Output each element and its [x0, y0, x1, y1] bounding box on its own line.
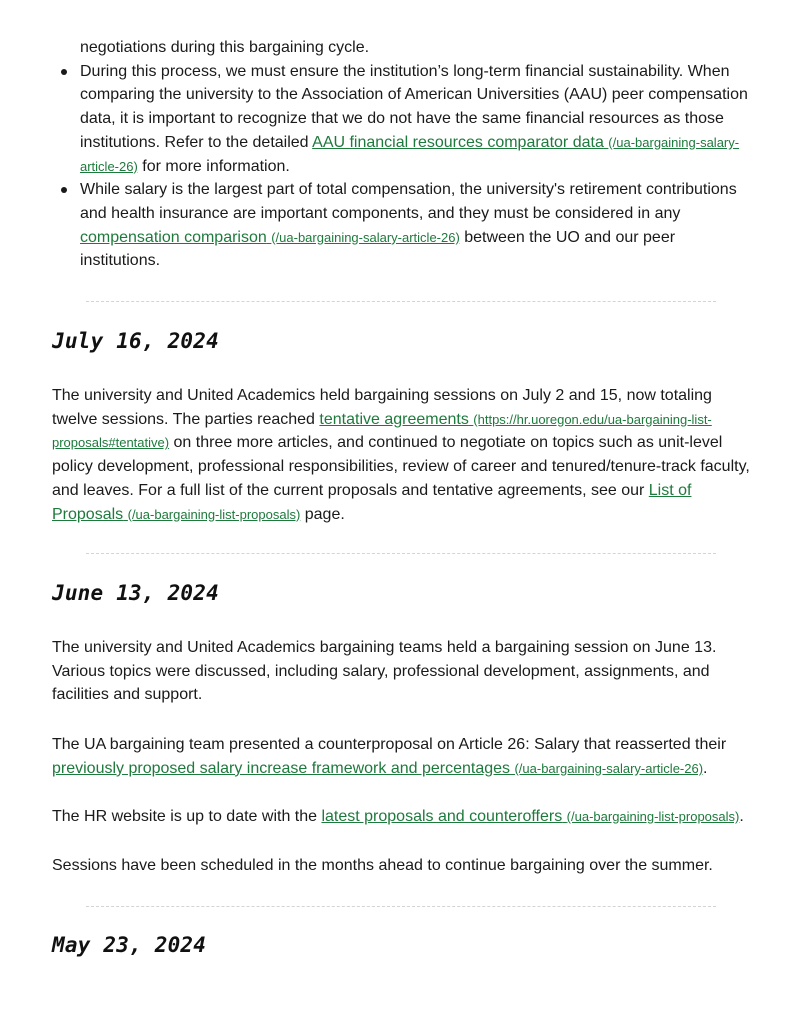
update-date-july-16: July 16, 2024 — [52, 329, 219, 353]
bullet-continuation: negotiations during this bargaining cycle. — [80, 39, 370, 56]
update-june-13-para-1: The university and United Academics bargaining teams held a bargaining session on June 13. Various topics were discussed, including salary, professional development, assignments, and facilities and support. — [52, 639, 717, 704]
aau-comparator-data-link[interactable]: AAU financial resources comparator data (/ua-bargaining-salary-article-26) — [80, 133, 740, 174]
section-divider — [86, 906, 716, 907]
update-date-june-13: June 13, 2024 — [52, 581, 219, 605]
tentative-agreements-link[interactable]: tentative agreements (https://hr.uoregon.edu/ua-bargaining-list-proposals#tentative) — [52, 410, 712, 451]
update-june-13-para-3: The HR website is up to date with the latest proposals and counteroffers (/ua-bargaining-list-proposals). — [52, 808, 744, 825]
update-june-13-para-4: Sessions have been scheduled in the months ahead to continue bargaining over the summer. — [52, 857, 713, 874]
list-of-proposals-link[interactable]: List of Proposals (/ua-bargaining-list-proposals) — [52, 481, 692, 523]
salary-framework-link[interactable]: previously proposed salary increase framework and percentages (/ua-bargaining-salary-article-26) — [52, 759, 704, 777]
compensation-comparison-link[interactable]: compensation comparison (/ua-bargaining-salary-article-26) — [80, 228, 460, 246]
bullet-financial-sustainability: During this process, we must ensure the institution’s long-term financial sustainability. When comparing the university to the Association of American Universities (AAU) peer compensation data, it is important to recognize that we do not have the same financial resources as those institutions. Refer to the detailed AAU financial resources comparator data (/ua-bargaining-salary-article-26) for more information. — [80, 60, 752, 179]
update-june-13-para-2: The UA bargaining team presented a counterproposal on Article 26: Salary that reasserted their previously proposed salary increase framework and percentages (/ua-bargaining-salary-article-26). — [52, 736, 727, 777]
section-divider — [86, 553, 716, 554]
update-date-may-23: May 23, 2024 — [52, 933, 207, 957]
bullet-total-compensation: While salary is the largest part of total compensation, the university's retirement contributions and health insurance are important components, and they must be considered in any compensation comparison (/ua-bargaining-salary-article-26) between the UO and our peer institutions. — [80, 178, 752, 273]
intro-bullet-list — [52, 36, 752, 273]
section-divider — [86, 301, 716, 302]
latest-proposals-link[interactable]: latest proposals and counteroffers (/ua-bargaining-list-proposals) — [321, 808, 740, 825]
update-july-16-body: The university and United Academics held bargaining sessions on July 2 and 15, now totaling twelve sessions. The parties reached tentative agreements (https://hr.uoregon.edu/ua-bargaining-list-proposals#tentative) on three more articles, and continued to negotiate on topics such as unit-level policy development, professional responsibilities, review of career and tenured/tenure-track faculty, and leaves. For a full list of the current proposals and tentative agreements, see our List of Proposals (/ua-bargaining-list-proposals) page. — [52, 387, 750, 523]
